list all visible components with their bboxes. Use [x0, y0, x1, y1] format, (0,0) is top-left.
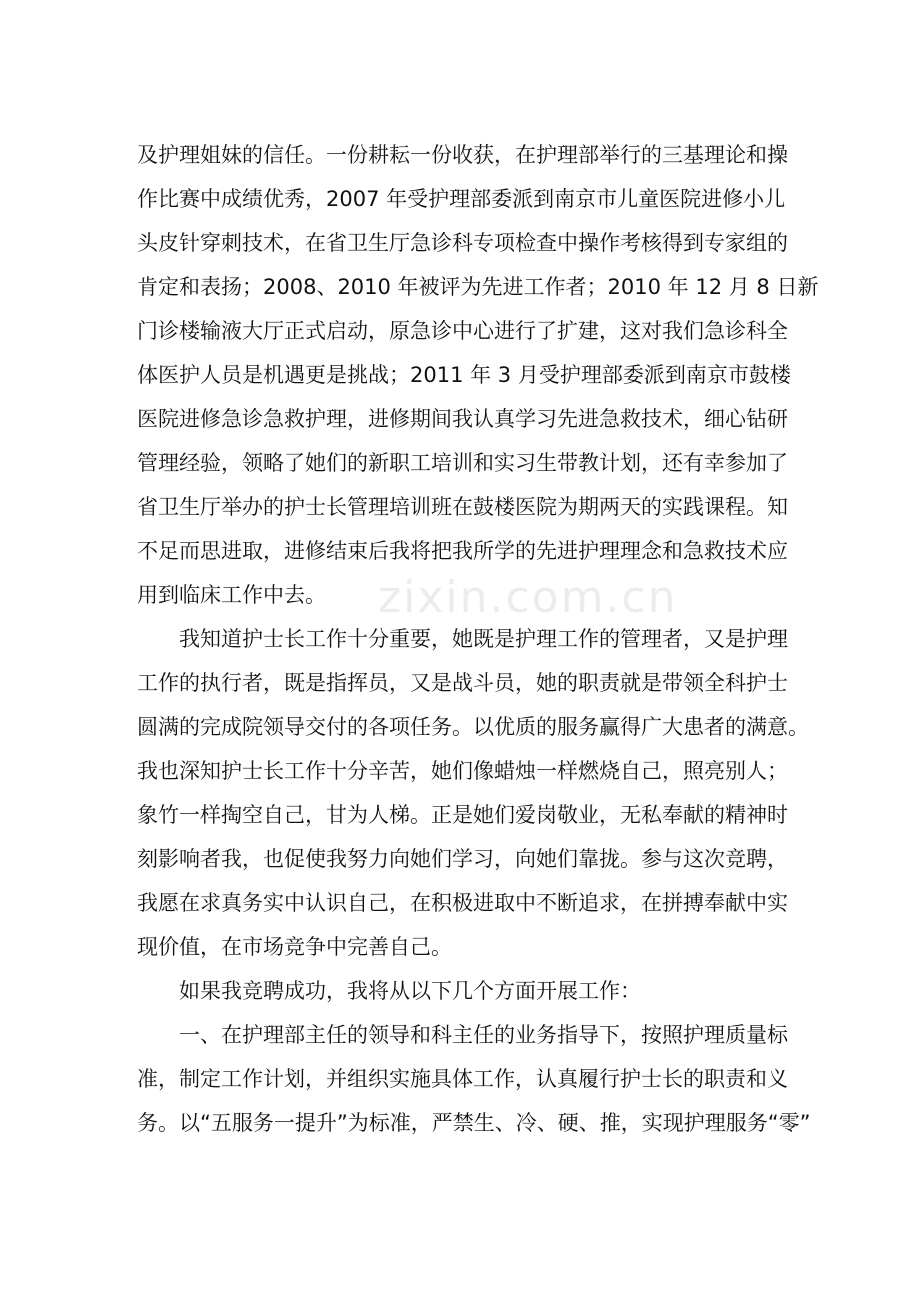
text-line: 我愿在求真务实中认识自己，在积极进取中不断追求，在拼搏奉献中实	[137, 891, 788, 915]
text-line: 作比赛中成绩优秀，2007 年受护理部委派到南京市儿童医院进修小儿	[137, 187, 786, 211]
paragraph-4	[137, 1013, 811, 1145]
watermark: zixin.com.cn	[378, 572, 678, 623]
text-line: 圆满的完成院领导交付的各项任务。以优质的服务赢得广大患者的满意。	[137, 715, 809, 739]
text-line: 象竹一样掏空自己，甘为人梯。正是她们爱岗敬业，无私奉献的精神时	[137, 803, 788, 827]
text-line: 及护理姐妹的信任。一份耕耘一份收获，在护理部举行的三基理论和操	[137, 143, 788, 167]
text-line: 现价值，在市场竞争中完善自己。	[137, 935, 452, 959]
text-line: 管理经验，领略了她们的新职工培训和实习生带教计划，还有幸参加了	[137, 451, 788, 475]
text-line: 省卫生厅举办的护士长管理培训班在鼓楼医院为期两天的实践课程。知	[137, 495, 788, 519]
paragraph-2	[137, 617, 809, 969]
text-line: 准，制定工作计划，并组织实施具体工作，认真履行护士长的职责和义	[137, 1067, 788, 1091]
text-line: 体医护人员是机遇更是挑战；2011 年 3 月受护理部委派到南京市鼓楼	[137, 363, 791, 387]
text-line: 刻影响者我，也促使我努力向她们学习，向她们靠拢。参与这次竞聘，	[137, 847, 788, 871]
text-line: 工作的执行者，既是指挥员，又是战斗员，她的职责就是带领全科护士	[137, 671, 788, 695]
text-line: 我也深知护士长工作十分辛苦，她们像蜡烛一样燃烧自己，照亮别人；	[137, 759, 788, 783]
text-line: 头皮针穿刺技术，在省卫生厅急诊科专项检查中操作考核得到专家组的	[137, 231, 788, 255]
paragraph-3	[137, 969, 783, 1013]
text-line: 一、在护理部主任的领导和科主任的业务指导下，按照护理质量标	[179, 1023, 788, 1047]
text-line: 我知道护士长工作十分重要，她既是护理工作的管理者，又是护理	[179, 627, 788, 651]
text-line: 医院进修急诊急救护理，进修期间我认真学习先进急救技术，细心钻研	[137, 407, 788, 431]
text-line: 肯定和表扬；2008、2010 年被评为先进工作者；2010 年 12 月 8 日新	[137, 275, 819, 299]
text-line: 用到临床工作中去。	[137, 583, 326, 607]
paragraph-1	[137, 133, 819, 617]
text-line: 如果我竞聘成功，我将从以下几个方面开展工作：	[179, 979, 641, 1003]
text-line: 门诊楼输液大厅正式启动，原急诊中心进行了扩建，这对我们急诊科全	[137, 319, 788, 343]
text-line: 务。以“五服务一提升”为标准，严禁生、冷、硬、推，实现护理服务“零”	[137, 1111, 811, 1135]
document-body	[137, 133, 819, 1145]
text-line: 不足而思进取，进修结束后我将把我所学的先进护理理念和急救技术应	[137, 539, 788, 563]
